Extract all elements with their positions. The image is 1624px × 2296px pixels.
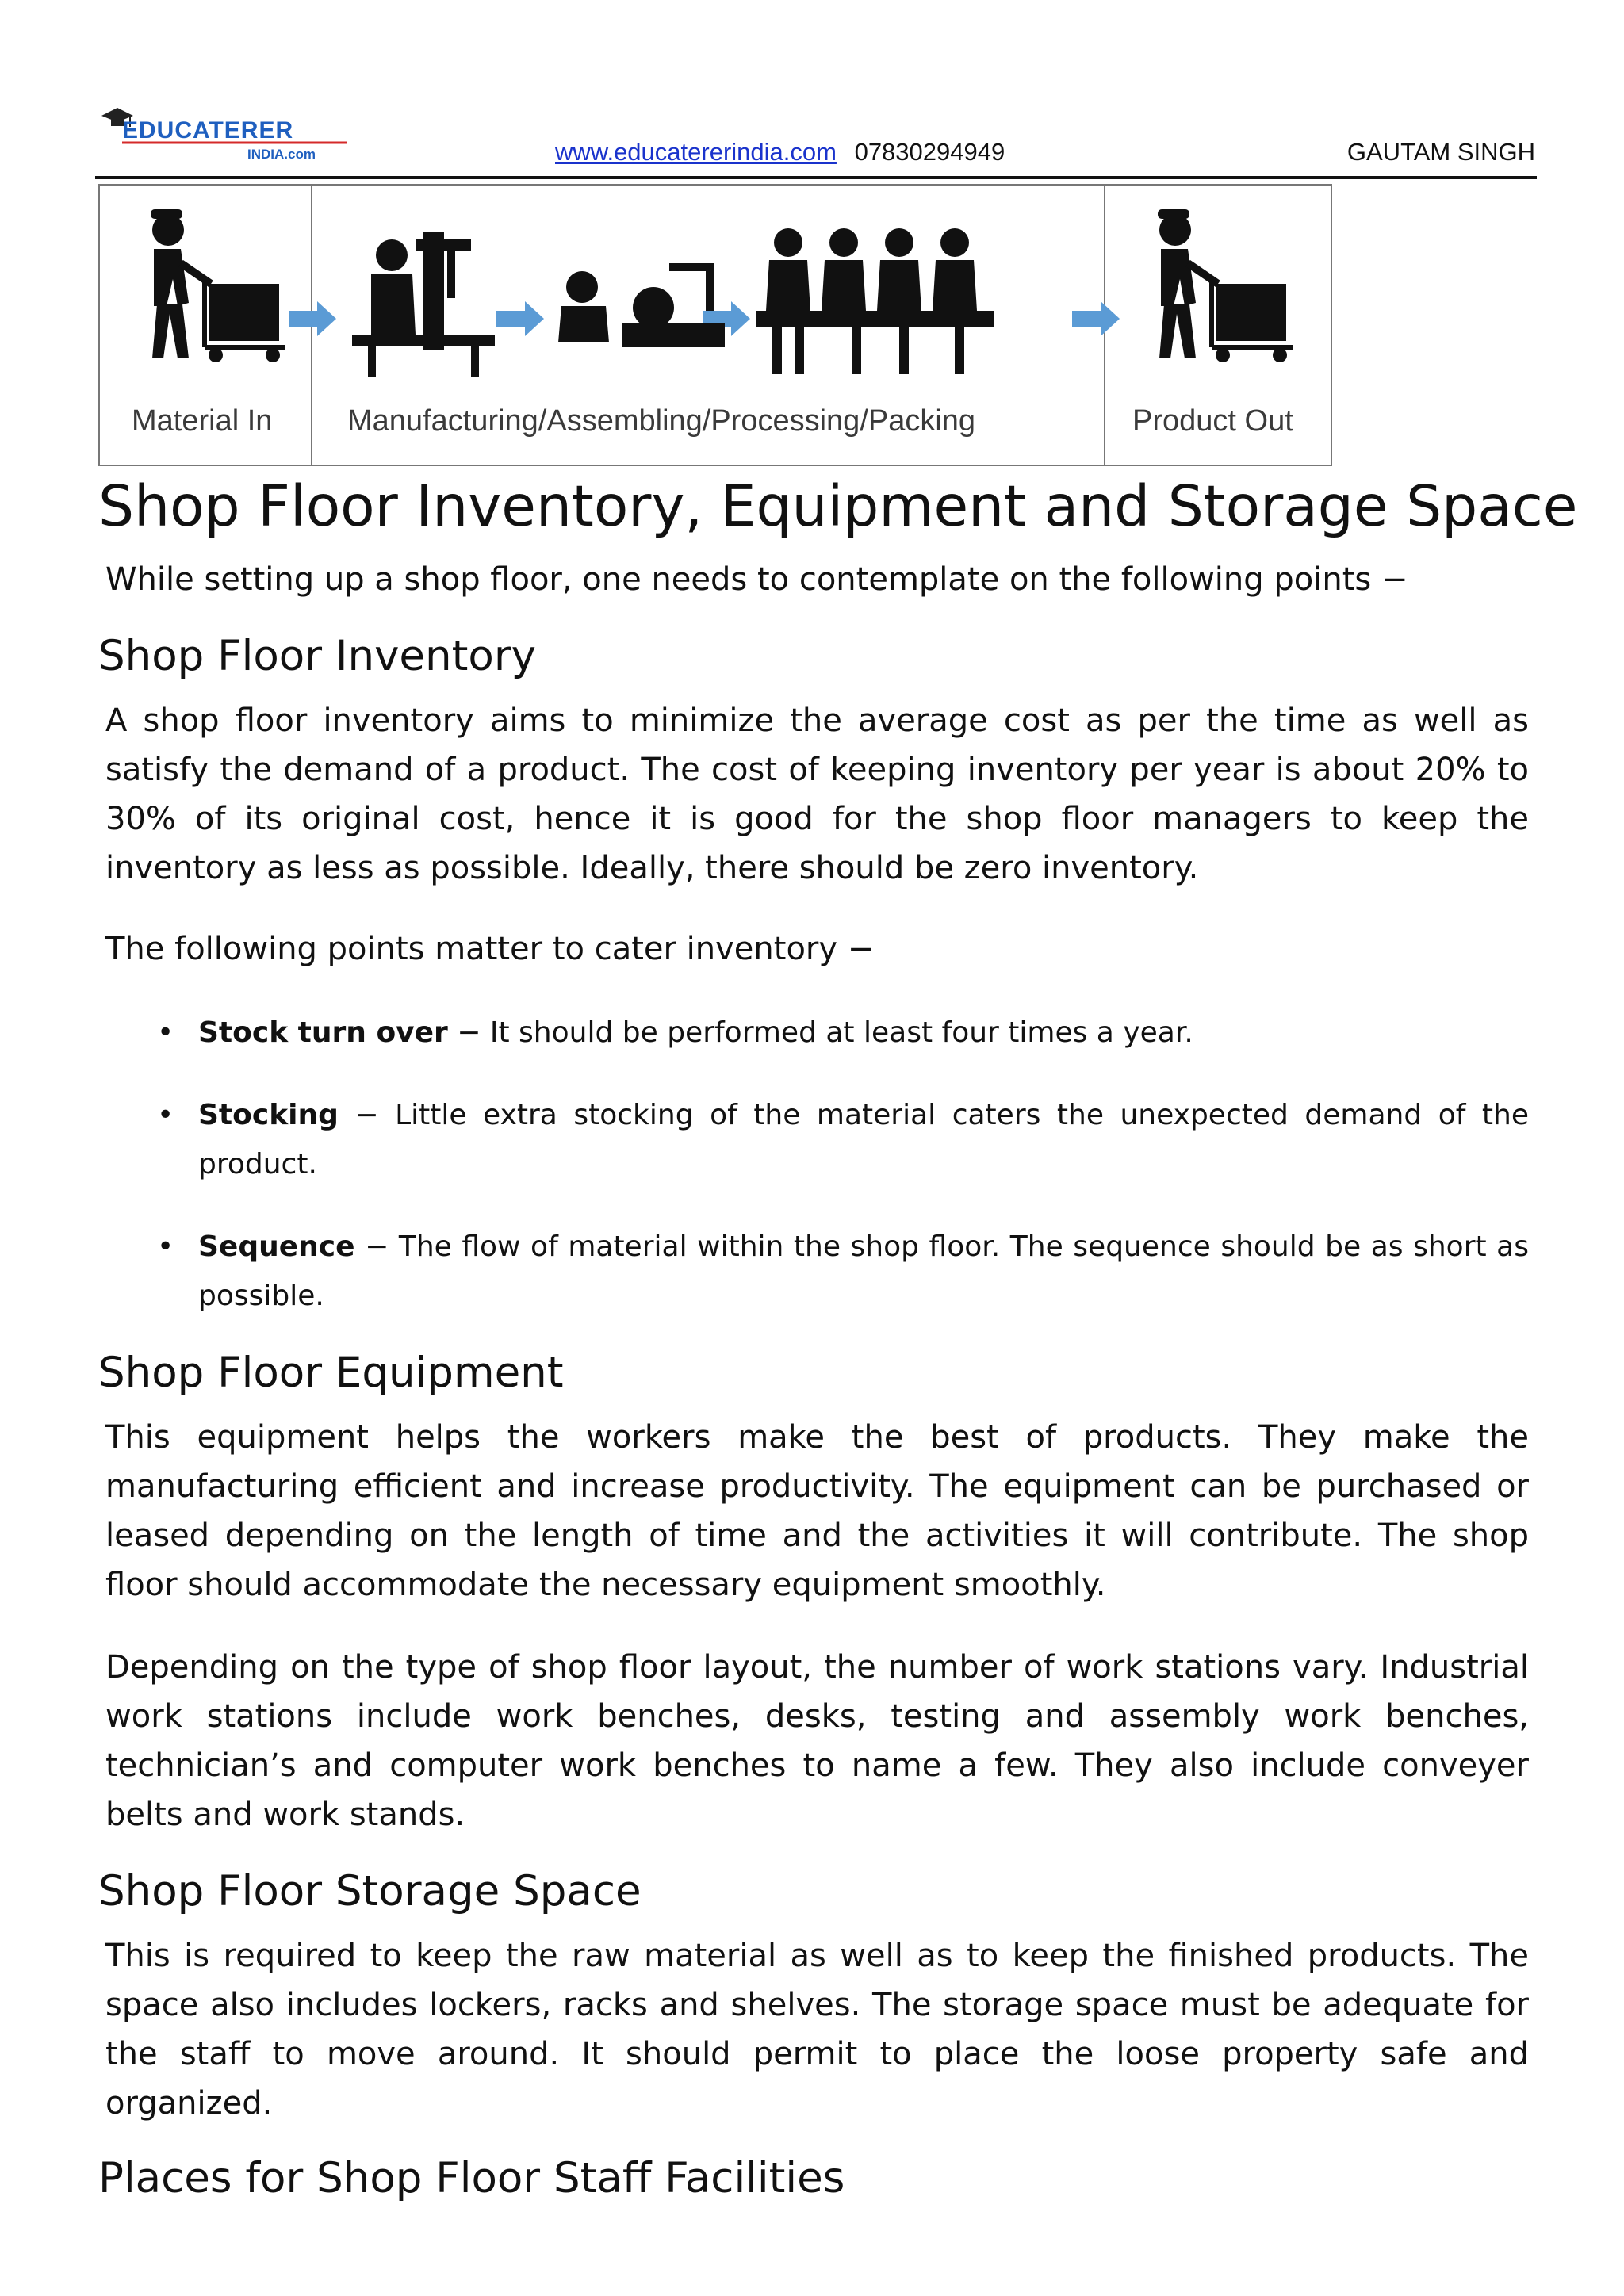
bullet-text: − The flow of material within the shop floor. The sequence should be as short as possible. <box>198 1230 1529 1312</box>
equipment-paragraph-1: This equipment helps the workers make the best of products. They make the manufacturing efficient and increase productivity. The equipment can be purchased or leased depending on the length of time and the activities it will contribute. The shop floor should accommodate the necessary equipment smoothly. <box>105 1419 1529 1603</box>
educaterer-logo <box>98 97 360 168</box>
header-author: GAUTAM SINGH <box>1346 138 1535 166</box>
header-contact <box>555 138 1005 166</box>
bullet-text: − It should be performed at least four times a year. <box>447 1016 1193 1049</box>
bullet-term: Stocking <box>198 1099 339 1131</box>
list-item <box>157 1091 1529 1189</box>
page-title: Shop Floor Inventory, Equipment and Storage Space <box>98 473 1578 539</box>
bullet-term: Stock turn over <box>198 1016 448 1049</box>
intro-text: While setting up a shop floor, one needs to contemplate on the following points − <box>105 561 1408 598</box>
logo-text-top: EDUCATERER <box>122 117 294 144</box>
website-link[interactable]: www.educatererindia.com <box>555 138 837 166</box>
banner-label-product-out: Product Out <box>1132 404 1293 438</box>
equipment-paragraph-2: Depending on the type of shop floor layout, the number of work stations vary. Industrial work stations include work benches, desks, testing and assembly work benches, technician’s and computer work benches to name a few. They also include conveyer belts and work stands. <box>105 1649 1529 1833</box>
heading-storage: Shop Floor Storage Space <box>98 1867 642 1915</box>
inventory-points-intro: The following points matter to cater inventory − <box>105 931 875 967</box>
inventory-bullet-list <box>157 1008 1529 1354</box>
list-item <box>157 1008 1529 1058</box>
bullet-text: − Little extra stocking of the material caters the unexpected demand of the product. <box>198 1099 1529 1181</box>
phone-number: 07830294949 <box>854 138 1005 166</box>
bullet-icon: • <box>157 1016 174 1049</box>
heading-facilities: Places for Shop Floor Staff Facilities <box>98 2154 845 2202</box>
banner-label-material-in: Material In <box>132 404 273 438</box>
storage-paragraph: This is required to keep the raw material as well as to keep the finished products. The space also includes lockers, racks and shelves. The storage space must be adequate for the staff to move around. It should permit to place the loose property safe and organized. <box>105 1938 1529 2122</box>
heading-equipment: Shop Floor Equipment <box>98 1349 564 1397</box>
inventory-paragraph: A shop floor inventory aims to minimize the average cost as per the time as well as satisfy the demand of a product. The cost of keeping inventory per year is about 20% to 30% of its original cost, hence it is good for the shop floor managers to keep the inventory as less as possible. Ideally, there should be zero inventory. <box>105 702 1529 886</box>
logo-text-bottom: INDIA.com <box>247 147 316 162</box>
header-divider <box>95 176 1537 179</box>
banner-label-process: Manufacturing/Assembling/Processing/Packing <box>347 404 976 438</box>
list-item <box>157 1223 1529 1321</box>
bullet-icon: • <box>157 1230 174 1263</box>
bullet-icon: • <box>157 1099 174 1131</box>
heading-inventory: Shop Floor Inventory <box>98 632 536 680</box>
bullet-term: Sequence <box>198 1230 355 1263</box>
